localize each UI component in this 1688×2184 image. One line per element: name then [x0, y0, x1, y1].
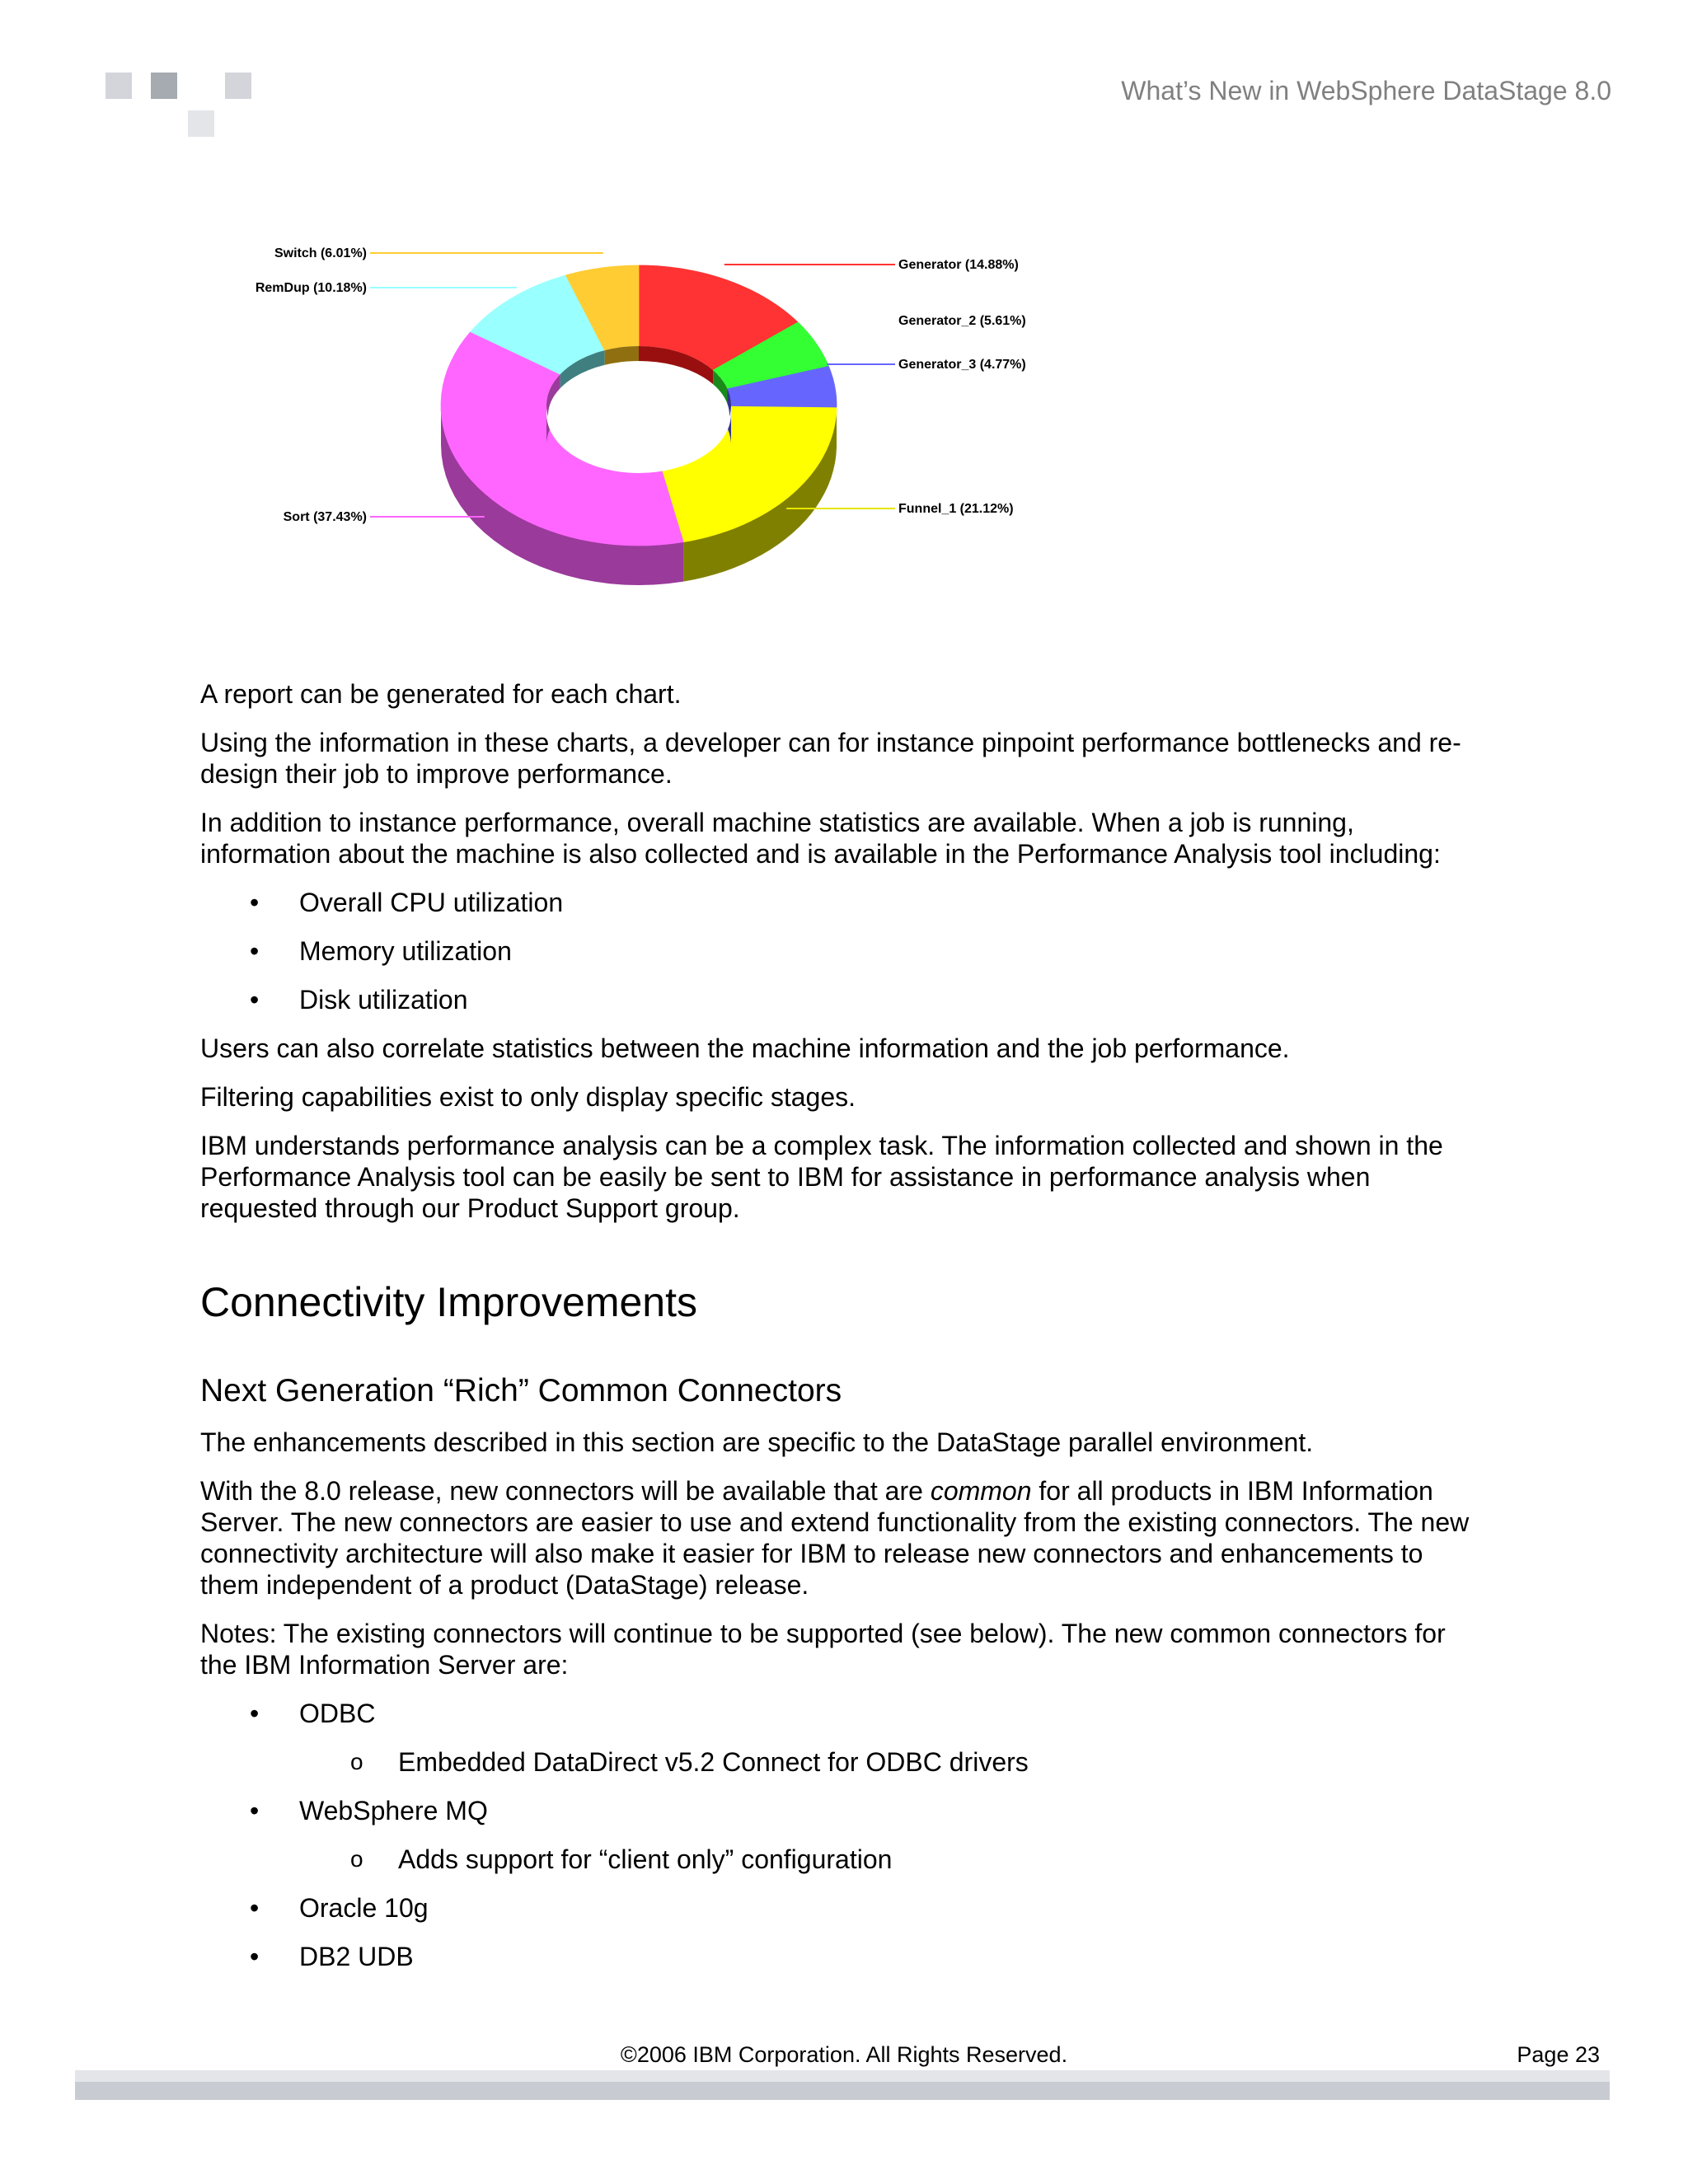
slice-label: Switch (6.01%)	[274, 246, 367, 260]
list-item: • Oracle 10g	[200, 1892, 1486, 1924]
logo-square	[225, 73, 251, 99]
footer-copyright: ©2006 IBM Corporation. All Rights Reserved.	[620, 2042, 1068, 2067]
donut-hole-center	[548, 361, 729, 470]
slice-label: RemDup (10.18%)	[255, 281, 367, 295]
sub-list-item: o Adds support for “client only” configuration	[200, 1844, 1486, 1875]
list-item: • WebSphere MQ	[200, 1795, 1486, 1826]
page-number: Page 23	[1517, 2042, 1600, 2067]
document-title: What’s New in WebSphere DataStage 8.0	[1121, 76, 1611, 105]
slice-label: Generator_2 (5.61%)	[898, 314, 1026, 328]
slice-label: Generator_3 (4.77%)	[898, 358, 1026, 372]
list-item: • ODBC	[200, 1698, 1486, 1729]
list-item: • Disk utilization	[200, 984, 1486, 1015]
list-item: • Memory utilization	[200, 935, 1486, 967]
paragraph: A report can be generated for each chart.	[200, 679, 682, 709]
subsection-heading: Next Generation “Rich” Common Connectors	[200, 1373, 842, 1408]
paragraph: In addition to instance performance, overall machine statistics are available. When a job is running, information about the machine is also collected and is available in the Performance Analysis tool including:	[200, 808, 1441, 869]
connectors-list	[200, 1698, 1486, 1972]
paragraph: Using the information in these charts, a developer can for instance pinpoint performance bottlenecks and re-design their job to improve performance.	[200, 728, 1461, 789]
slice-label: Generator (14.88%)	[898, 258, 1019, 272]
stage-performance-donut-chart	[214, 232, 1121, 595]
list-item: • DB2 UDB	[200, 1941, 1486, 1972]
company-logo	[106, 73, 270, 147]
footer-bar	[75, 2070, 1610, 2100]
slice-label: Funnel_1 (21.12%)	[898, 502, 1014, 516]
text-run: for all products in IBM Information Server. The new connectors are easier to use and extend functionality from the existing connectors. The new connectivity architecture will also make it easier for IBM to release new connectors and enhancements to them independent of a product (DataStage) release.	[200, 1476, 1470, 1600]
logo-square	[151, 73, 177, 99]
logo-square	[188, 110, 214, 137]
donut-chart-svg	[214, 232, 1121, 595]
page-content	[200, 678, 1486, 1990]
paragraph	[200, 1475, 1486, 1601]
section-heading: Connectivity Improvements	[200, 1279, 698, 1325]
text-run: With the 8.0 release, new connectors will be available that are	[200, 1476, 931, 1506]
paragraph: IBM understands performance analysis can be a complex task. The information collected and shown in the Performance Analysis tool can be easily be sent to IBM for assistance in performance analysis when requested through our Product Support group.	[200, 1131, 1443, 1223]
slice-label: Sort (37.43%)	[283, 510, 367, 524]
logo-square	[106, 73, 132, 99]
emphasis-text: common	[930, 1476, 1032, 1506]
paragraph: Users can also correlate statistics between the machine information and the job performance.	[200, 1033, 1290, 1063]
paragraph: Notes: The existing connectors will continue to be supported (see below). The new common connectors for the IBM Information Server are:	[200, 1619, 1446, 1680]
sub-list-item: o Embedded DataDirect v5.2 Connect for ODBC drivers	[200, 1746, 1486, 1778]
paragraph: The enhancements described in this section are specific to the DataStage parallel environment.	[200, 1427, 1314, 1457]
machine-stats-list	[200, 887, 1486, 1015]
donut-slices	[441, 265, 837, 546]
paragraph: Filtering capabilities exist to only display specific stages.	[200, 1082, 856, 1112]
list-item: • Overall CPU utilization	[200, 887, 1486, 918]
